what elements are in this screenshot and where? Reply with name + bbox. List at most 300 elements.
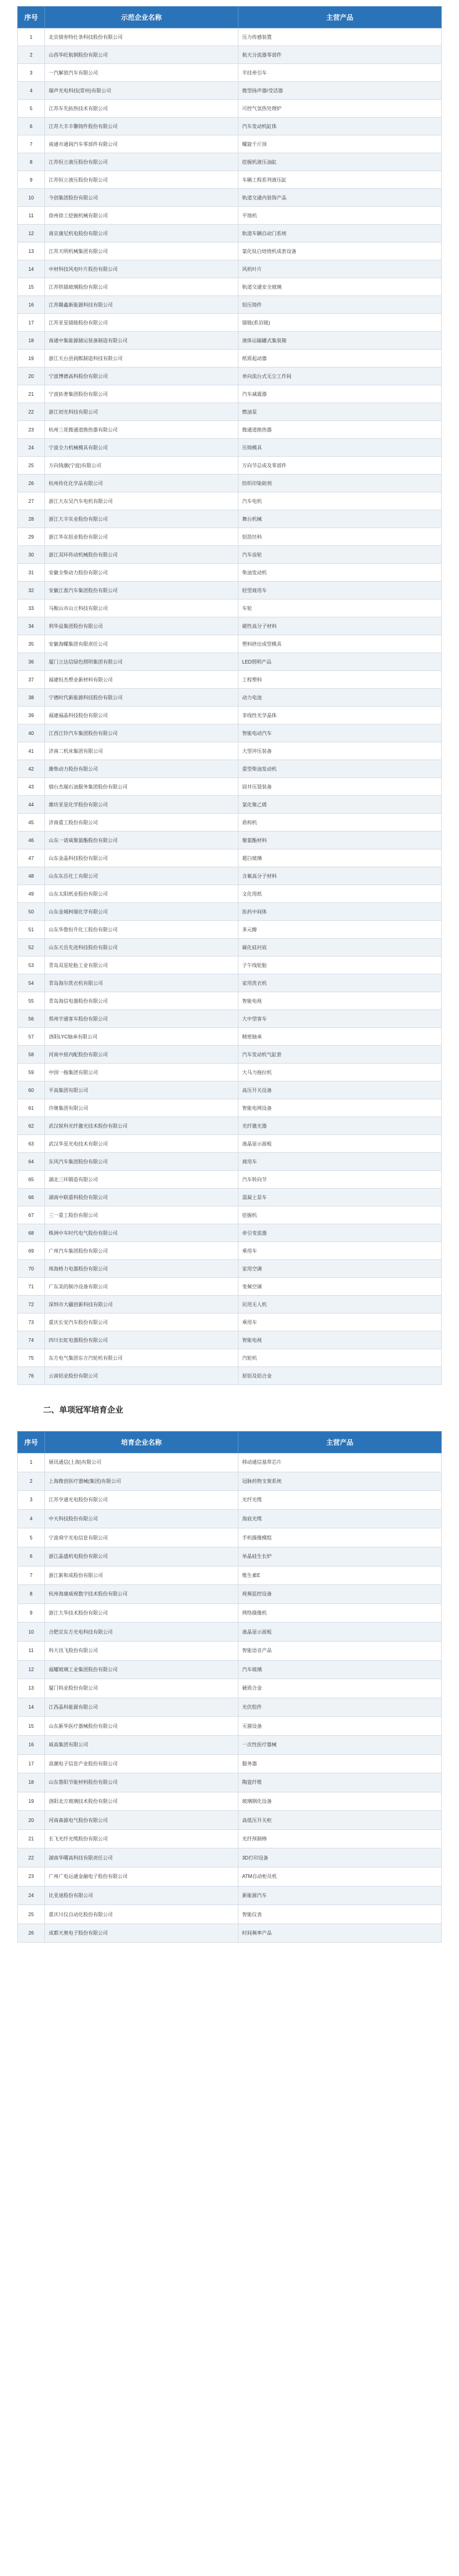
table-row <box>18 1242 442 1260</box>
row-num: 76 <box>18 1367 45 1385</box>
row-company: 江苏铁锚玻璃股份有限公司 <box>45 278 238 296</box>
row-company: 成都天奥电子股份有限公司 <box>45 1924 238 1943</box>
row-num: 35 <box>18 635 45 653</box>
table-row <box>18 207 442 225</box>
row-num: 46 <box>18 832 45 849</box>
row-product: 轨道交通安全玻璃 <box>238 278 442 296</box>
table-header-row <box>18 1432 442 1453</box>
row-product: 商用车 <box>238 1153 442 1171</box>
row-company: 浪潮电子信息产业股份有限公司 <box>45 1754 238 1773</box>
row-num: 28 <box>18 510 45 528</box>
row-product: 多元醇 <box>238 921 442 939</box>
table-row <box>18 1349 442 1367</box>
row-product: 盾构机 <box>238 814 442 832</box>
row-company: 浙江初光科技有限公司 <box>45 403 238 421</box>
row-company: 珠海格力电器股份有限公司 <box>45 1260 238 1278</box>
row-product: 光纤激光器 <box>238 1117 442 1135</box>
row-company: 东方电气集团东方汽轮机有限公司 <box>45 1349 238 1367</box>
row-num: 51 <box>18 921 45 939</box>
table-row <box>18 1566 442 1585</box>
row-product: 网络摄像机 <box>238 1603 442 1623</box>
row-product: 光纤预制棒 <box>238 1829 442 1848</box>
row-num: 68 <box>18 1224 45 1242</box>
row-company: 湖南中联重科股份有限公司 <box>45 1189 238 1206</box>
row-num: 2 <box>18 46 45 64</box>
row-company: 安徽全柴动力股份有限公司 <box>45 564 238 582</box>
row-product: 智能电网设备 <box>238 1099 442 1117</box>
row-product: 智能电动汽车 <box>238 724 442 742</box>
table-row <box>18 1868 442 1887</box>
table-row <box>18 617 442 635</box>
table-row <box>18 1081 442 1099</box>
row-product: 液体运输罐式集装箱 <box>238 332 442 350</box>
row-num: 22 <box>18 1848 45 1868</box>
row-num: 19 <box>18 350 45 367</box>
row-company: 广东美的制冷设备有限公司 <box>45 1278 238 1296</box>
row-num: 17 <box>18 314 45 332</box>
row-company: 济南重工股份有限公司 <box>45 814 238 832</box>
table-row <box>18 100 442 118</box>
row-company: 马鞍山市山立科技有限公司 <box>45 600 238 617</box>
row-num: 27 <box>18 492 45 510</box>
row-company: 南通市通润汽车零部件有限公司 <box>45 135 238 153</box>
row-num: 13 <box>18 1679 45 1698</box>
row-company: 山东新华医疗器械股份有限公司 <box>45 1717 238 1736</box>
row-company: 江苏大丰丰馨铸件股份有限公司 <box>45 118 238 135</box>
row-company: 山西华旺航钢股份有限公司 <box>45 46 238 64</box>
row-company: 南通中集能源储运装备制造有限公司 <box>45 332 238 350</box>
row-num: 6 <box>18 118 45 135</box>
row-company: 山东东岳化工有限公司 <box>45 867 238 885</box>
table-header-row <box>18 7 442 28</box>
row-product: 轨道车辆自动门系统 <box>238 225 442 243</box>
row-company: 江苏车先拓热技术有限公司 <box>45 100 238 118</box>
row-num: 23 <box>18 1868 45 1887</box>
table-row <box>18 403 442 421</box>
table-row <box>18 1260 442 1278</box>
table-row <box>18 1509 442 1528</box>
row-company: 科大讯飞股份有限公司 <box>45 1641 238 1660</box>
row-num: 43 <box>18 778 45 796</box>
row-num: 25 <box>18 457 45 475</box>
row-company: 今创集团股份有限公司 <box>45 189 238 207</box>
row-company: 福建福晶科技股份有限公司 <box>45 707 238 724</box>
row-num: 3 <box>18 1491 45 1510</box>
row-num: 70 <box>18 1260 45 1278</box>
table-row <box>18 135 442 153</box>
row-product: 海底光缆 <box>238 1509 442 1528</box>
table-row <box>18 1905 442 1924</box>
row-num: 23 <box>18 421 45 439</box>
row-num: 10 <box>18 1623 45 1642</box>
table-row <box>18 64 442 82</box>
table-row <box>18 564 442 582</box>
table-row <box>18 314 442 332</box>
table-row <box>18 421 442 439</box>
row-num: 3 <box>18 64 45 82</box>
row-product: 压力传感装置 <box>238 28 442 46</box>
row-product: 陶瓷纤维 <box>238 1773 442 1792</box>
table-row <box>18 1528 442 1547</box>
row-product: 单晶硅生长炉 <box>238 1547 442 1566</box>
demonstration-enterprise-table <box>17 6 442 1385</box>
table-row <box>18 1064 442 1081</box>
row-num: 2 <box>18 1472 45 1491</box>
table-row <box>18 1924 442 1943</box>
row-product: 航天分流器零部件 <box>238 46 442 64</box>
row-num: 9 <box>18 171 45 189</box>
table-row <box>18 1679 442 1698</box>
table-row <box>18 1886 442 1905</box>
table-body <box>18 1453 442 1943</box>
table-row <box>18 457 442 475</box>
row-product: 液晶显示面板 <box>238 1623 442 1642</box>
row-num: 47 <box>18 849 45 867</box>
row-product: 维生素E <box>238 1566 442 1585</box>
table-row <box>18 350 442 367</box>
cultivation-enterprise-table <box>17 1431 442 1943</box>
row-product: 手机摄像模组 <box>238 1528 442 1547</box>
table-row <box>18 1206 442 1224</box>
row-company: 东风汽车集团股份有限公司 <box>45 1153 238 1171</box>
row-num: 41 <box>18 742 45 760</box>
row-company: 合肥京东方光电科技有限公司 <box>45 1623 238 1642</box>
row-product: 智能电视 <box>238 1331 442 1349</box>
row-product: 汽车减震器 <box>238 385 442 403</box>
row-product: 智能仪表 <box>238 1905 442 1924</box>
table-row <box>18 1296 442 1314</box>
row-product: 氯化钛白焙烧机成套设备 <box>238 243 442 260</box>
row-product: 纸质起动器 <box>238 350 442 367</box>
row-product: 万向节总成及零部件 <box>238 457 442 475</box>
row-company: 河南中原内配股份有限公司 <box>45 1046 238 1064</box>
table-row <box>18 510 442 528</box>
table-row <box>18 814 442 832</box>
table-row <box>18 992 442 1010</box>
row-num: 13 <box>18 243 45 260</box>
row-product: 冠脉药物支架系统 <box>238 1472 442 1491</box>
row-product: 碳化硅衬底 <box>238 939 442 957</box>
table-row <box>18 939 442 957</box>
table-row <box>18 46 442 64</box>
row-num: 7 <box>18 135 45 153</box>
row-num: 33 <box>18 600 45 617</box>
row-company: 福建恒杰塑业新材料有限公司 <box>45 671 238 689</box>
row-num: 71 <box>18 1278 45 1296</box>
row-num: 69 <box>18 1242 45 1260</box>
row-product: 风机叶片 <box>238 260 442 278</box>
table-row <box>18 1811 442 1830</box>
row-company: 三一重工股份有限公司 <box>45 1206 238 1224</box>
row-num: 37 <box>18 671 45 689</box>
row-company: 洛阳LYC轴承有限公司 <box>45 1028 238 1046</box>
row-num: 49 <box>18 885 45 903</box>
table-row <box>18 1010 442 1028</box>
row-company: 杭州三花微通道换热器有限公司 <box>45 421 238 439</box>
row-company: 烟台杰瑞石油服务集团股份有限公司 <box>45 778 238 796</box>
row-product: 微通道换热器 <box>238 421 442 439</box>
row-company: 江苏亨通光电股份有限公司 <box>45 1491 238 1510</box>
row-num: 26 <box>18 1924 45 1943</box>
table-row <box>18 1224 442 1242</box>
row-num: 8 <box>18 153 45 171</box>
row-product: 智能语音产品 <box>238 1641 442 1660</box>
row-product: 可控气氛热处理炉 <box>238 100 442 118</box>
row-num: 57 <box>18 1028 45 1046</box>
row-company: 福耀玻璃工业集团股份有限公司 <box>45 1660 238 1679</box>
table-row <box>18 1491 442 1510</box>
row-company: 厦门钨业股份有限公司 <box>45 1679 238 1698</box>
row-num: 14 <box>18 1698 45 1717</box>
row-num: 64 <box>18 1153 45 1171</box>
row-product: 灭菌设备 <box>238 1717 442 1736</box>
row-company: 株洲中车时代电气股份有限公司 <box>45 1224 238 1242</box>
table-row <box>18 600 442 617</box>
table-row <box>18 867 442 885</box>
table-row <box>18 1660 442 1679</box>
row-product: 汽轮机 <box>238 1349 442 1367</box>
row-num: 52 <box>18 939 45 957</box>
row-company: 浙江大丰实业股份有限公司 <box>45 510 238 528</box>
table-row <box>18 1453 442 1472</box>
row-company: 浙江晶盛机电股份有限公司 <box>45 1547 238 1566</box>
row-company: 平高集团有限公司 <box>45 1081 238 1099</box>
row-product: 家用空调 <box>238 1260 442 1278</box>
table-row <box>18 707 442 724</box>
table-row <box>18 1153 442 1171</box>
row-num: 16 <box>18 296 45 314</box>
table-row <box>18 528 442 546</box>
row-num: 1 <box>18 28 45 46</box>
table-row <box>18 225 442 243</box>
row-company: 济南二机床集团有限公司 <box>45 742 238 760</box>
table-row <box>18 742 442 760</box>
row-company: 杭州海康威视数字技术股份有限公司 <box>45 1585 238 1604</box>
row-product: 动力电池 <box>238 689 442 707</box>
header-product: 主营产品 <box>238 1432 442 1453</box>
table-row <box>18 1773 442 1792</box>
row-company: 山东华鲁恒升化工股份有限公司 <box>45 921 238 939</box>
row-company: 中国一拖集团有限公司 <box>45 1064 238 1081</box>
row-num: 39 <box>18 707 45 724</box>
row-product: 混凝土泵车 <box>238 1189 442 1206</box>
row-product: 非线性光学晶体 <box>238 707 442 724</box>
row-product: ATM自动柜员机 <box>238 1868 442 1887</box>
row-product: 乘用车 <box>238 1242 442 1260</box>
row-company: 青岛双星轮胎工业有限公司 <box>45 957 238 974</box>
row-product: 车轮 <box>238 600 442 617</box>
row-company: 一汽解放汽车有限公司 <box>45 64 238 82</box>
table-row <box>18 653 442 671</box>
row-num: 45 <box>18 814 45 832</box>
table-row <box>18 189 442 207</box>
row-product: 服务器 <box>238 1754 442 1773</box>
row-num: 75 <box>18 1349 45 1367</box>
table-row <box>18 1717 442 1736</box>
header-product: 主营产品 <box>238 7 442 28</box>
row-company: 北京债券特仕条科技股份有限公司 <box>45 28 238 46</box>
table-row <box>18 1735 442 1754</box>
row-company: 宁波全力机械模具有限公司 <box>45 439 238 457</box>
row-company: 洛阳北方玻璃技术股份有限公司 <box>45 1792 238 1811</box>
row-num: 15 <box>18 1717 45 1736</box>
table-row <box>18 439 442 457</box>
row-product: 汽车发动机缸体 <box>238 118 442 135</box>
row-num: 30 <box>18 546 45 564</box>
row-product: 原铝及铝合金 <box>238 1367 442 1385</box>
row-product: 柴油发动机 <box>238 564 442 582</box>
row-num: 22 <box>18 403 45 421</box>
row-company: 中天科技股份有限公司 <box>45 1509 238 1528</box>
header-company: 培育企业名称 <box>45 1432 238 1453</box>
header-company: 示范企业名称 <box>45 7 238 28</box>
row-company: 浙江新和成股份有限公司 <box>45 1566 238 1585</box>
row-product: 光伏组件 <box>238 1698 442 1717</box>
row-product: 含氟高分子材料 <box>238 867 442 885</box>
row-product: 牵引变流器 <box>238 1224 442 1242</box>
row-num: 11 <box>18 207 45 225</box>
row-num: 65 <box>18 1171 45 1189</box>
row-product: 汽车齿轮 <box>238 546 442 564</box>
row-product: 固井压裂装备 <box>238 778 442 796</box>
row-company: 宁波拓普集团股份有限公司 <box>45 385 238 403</box>
row-company: 青岛海信电器股份有限公司 <box>45 992 238 1010</box>
row-num: 62 <box>18 1117 45 1135</box>
row-product: 民用无人机 <box>238 1296 442 1314</box>
row-product: 汽车玻璃 <box>238 1660 442 1679</box>
row-company: 山东天岳先进科技股份有限公司 <box>45 939 238 957</box>
row-product: 文化用纸 <box>238 885 442 903</box>
row-product: 纺织印染助剂 <box>238 475 442 492</box>
table-row <box>18 849 442 867</box>
row-num: 4 <box>18 82 45 100</box>
row-num: 16 <box>18 1735 45 1754</box>
row-num: 25 <box>18 1905 45 1924</box>
row-product: 移动通信基带芯片 <box>238 1453 442 1472</box>
table-row <box>18 82 442 100</box>
row-company: 南京康尼机电股份有限公司 <box>45 225 238 243</box>
row-product: 聚氨酯材料 <box>238 832 442 849</box>
row-num: 14 <box>18 260 45 278</box>
row-product: 挖掘机 <box>238 1206 442 1224</box>
row-company: 杭州传化化学品有限公司 <box>45 475 238 492</box>
row-num: 24 <box>18 1886 45 1905</box>
row-company: 江西晶科能源有限公司 <box>45 1698 238 1717</box>
row-company: 广州广电运通金融电子股份有限公司 <box>45 1868 238 1887</box>
row-product: 氯化聚乙烯 <box>238 796 442 814</box>
table-row <box>18 974 442 992</box>
row-product: 液晶显示面板 <box>238 1135 442 1153</box>
row-product: 新能源汽车 <box>238 1886 442 1905</box>
table-row <box>18 278 442 296</box>
row-product: 智能电视 <box>238 992 442 1010</box>
row-company: 云南铝业股份有限公司 <box>45 1367 238 1385</box>
row-product: 超白玻璃 <box>238 849 442 867</box>
row-company: 浙江天台县润熙制造科技有限公司 <box>45 350 238 367</box>
table-row <box>18 171 442 189</box>
row-num: 48 <box>18 867 45 885</box>
row-product: 硬质合金 <box>238 1679 442 1698</box>
row-company: 郑州宇通客车股份有限公司 <box>45 1010 238 1028</box>
row-company: 重庆长安汽车股份有限公司 <box>45 1314 238 1331</box>
row-company: 重庆川仪自动化股份有限公司 <box>45 1905 238 1924</box>
row-company: 展讯通信(上海)有限公司 <box>45 1453 238 1472</box>
row-company: 宁波舜宇光电信息有限公司 <box>45 1528 238 1547</box>
row-company: 比亚迪股份有限公司 <box>45 1886 238 1905</box>
row-num: 63 <box>18 1135 45 1153</box>
row-company: 瑞声光电科技(常州)有限公司 <box>45 82 238 100</box>
row-num: 58 <box>18 1046 45 1064</box>
row-company: 广州汽车集团股份有限公司 <box>45 1242 238 1260</box>
row-company: 江苏恒立液压股份有限公司 <box>45 153 238 171</box>
table-row <box>18 1829 442 1848</box>
row-product: 大中型客车 <box>238 1010 442 1028</box>
table-row <box>18 1792 442 1811</box>
row-num: 19 <box>18 1792 45 1811</box>
table-row <box>18 760 442 778</box>
row-num: 6 <box>18 1547 45 1566</box>
table-row <box>18 1623 442 1642</box>
row-num: 20 <box>18 1811 45 1830</box>
table-row <box>18 1367 442 1385</box>
row-product: 舞台机械 <box>238 510 442 528</box>
row-product: 医药中间体 <box>238 903 442 921</box>
table-row <box>18 1754 442 1773</box>
header-num: 序号 <box>18 1432 45 1453</box>
section-title: 二、单项冠军培育企业 <box>43 1405 124 1414</box>
table-row <box>18 635 442 653</box>
row-company: 中材科技风电叶片股份有限公司 <box>45 260 238 278</box>
row-company: 青岛海尔洗衣机有限公司 <box>45 974 238 992</box>
row-num: 32 <box>18 582 45 600</box>
table-row <box>18 475 442 492</box>
row-num: 34 <box>18 617 45 635</box>
row-product: 高压开关设备 <box>238 1081 442 1099</box>
row-num: 60 <box>18 1081 45 1099</box>
row-product: 汽车发动机气缸套 <box>238 1046 442 1064</box>
row-product: 半挂牵引车 <box>238 64 442 82</box>
row-company: 威高集团有限公司 <box>45 1735 238 1754</box>
row-num: 9 <box>18 1603 45 1623</box>
table-row <box>18 1603 442 1623</box>
row-num: 8 <box>18 1585 45 1604</box>
row-company: 河南森源电气股份有限公司 <box>45 1811 238 1830</box>
table-row <box>18 689 442 707</box>
row-product: 汽车电机 <box>238 492 442 510</box>
row-company: 安徽江淮汽车集团股份有限公司 <box>45 582 238 600</box>
row-product: 时间频率产品 <box>238 1924 442 1943</box>
table-row <box>18 296 442 314</box>
table-row <box>18 1189 442 1206</box>
row-product: 乘用车 <box>238 1314 442 1331</box>
table-row <box>18 582 442 600</box>
row-company: 宁德时代新能源科技股份有限公司 <box>45 689 238 707</box>
table-row <box>18 243 442 260</box>
row-product: 压铸模具 <box>238 439 442 457</box>
row-product: 轻型商用车 <box>238 582 442 600</box>
row-num: 12 <box>18 1660 45 1679</box>
row-num: 18 <box>18 332 45 350</box>
row-product: 螺旋千斤顶 <box>238 135 442 153</box>
row-product: 平地机 <box>238 207 442 225</box>
row-company: 江苏恒立液压股份有限公司 <box>45 171 238 189</box>
row-num: 42 <box>18 760 45 778</box>
row-company: 浙江大华技术股份有限公司 <box>45 1603 238 1623</box>
table-row <box>18 1278 442 1296</box>
row-company: 武汉华星光电技术有限公司 <box>45 1135 238 1153</box>
row-company: 浙江双环传动机械股份有限公司 <box>45 546 238 564</box>
table-body <box>18 28 442 1385</box>
